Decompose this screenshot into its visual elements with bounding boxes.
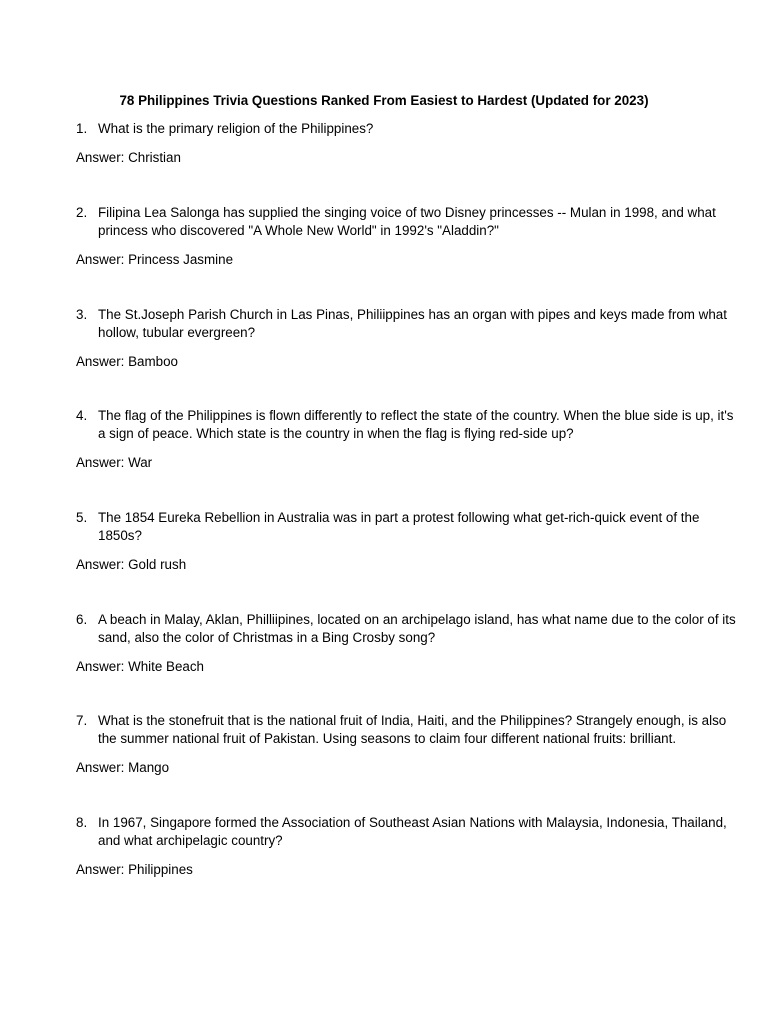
question-text: The flag of the Philippines is flown differently to reflect the state of the country. When the blue side is up, it's a sign of peace. Which state is the country in when the flag is flying red-side up? [98, 408, 734, 441]
question-text: Filipina Lea Salonga has supplied the singing voice of two Disney princesses -- Mulan in 1998, and what princess who discovered "A Whole New World" in 1992's "Aladdin?" [98, 205, 716, 238]
question-number: 7. [76, 713, 88, 728]
question-text: A beach in Malay, Aklan, Philliipines, located on an archipelago island, has what name due to the color of its sand, also the color of Christmas in a Bing Crosby song? [98, 612, 736, 645]
page-title: 78 Philippines Trivia Questions Ranked From Easiest to Hardest (Updated for 2023) [119, 93, 649, 108]
question-number: 4. [76, 408, 88, 423]
qa-item-2 [76, 204, 736, 269]
question-text: What is the primary religion of the Philippines? [98, 121, 374, 136]
answer-1: Answer: Christian [76, 150, 181, 165]
question-number: 8. [76, 815, 88, 830]
answer-2: Answer: Princess Jasmine [76, 252, 234, 267]
qa-item-8 [76, 814, 736, 879]
qa-item-1 [76, 120, 736, 167]
question-text: What is the stonefruit that is the national fruit of India, Haiti, and the Philippines? Strangely enough, is also the summer national fruit of Pakistan. Using seasons to claim four different national fruits: brilliant. [98, 713, 727, 746]
question-1 [76, 120, 736, 138]
question-number: 2. [76, 205, 88, 220]
answer-7: Answer: Mango [76, 760, 170, 775]
answer-3: Answer: Bamboo [76, 354, 178, 369]
answer-6: Answer: White Beach [76, 659, 205, 674]
question-7 [76, 712, 736, 748]
question-3 [76, 306, 736, 342]
qa-item-7 [76, 712, 736, 777]
question-number: 5. [76, 510, 88, 525]
question-number: 3. [76, 307, 88, 322]
qa-item-3 [76, 306, 736, 371]
question-2 [76, 204, 736, 240]
question-text: The St.Joseph Parish Church in Las Pinas, Philiippines has an organ with pipes and keys made from what hollow, tubular evergreen? [98, 307, 727, 340]
qa-item-4 [76, 407, 736, 472]
question-number: 1. [76, 121, 88, 136]
question-number: 6. [76, 612, 88, 627]
question-5 [76, 509, 736, 545]
question-8 [76, 814, 736, 850]
qa-item-6 [76, 611, 736, 676]
answer-4: Answer: War [76, 455, 153, 470]
question-text: The 1854 Eureka Rebellion in Australia was in part a protest following what get-rich-quick event of the 1850s? [98, 510, 700, 543]
question-4 [76, 407, 736, 443]
question-6 [76, 611, 736, 647]
answer-8: Answer: Philippines [76, 862, 193, 877]
question-text: In 1967, Singapore formed the Association of Southeast Asian Nations with Malaysia, Indonesia, Thailand, and what archipelagic country? [98, 815, 727, 848]
answer-5: Answer: Gold rush [76, 557, 187, 572]
qa-item-5 [76, 509, 736, 574]
